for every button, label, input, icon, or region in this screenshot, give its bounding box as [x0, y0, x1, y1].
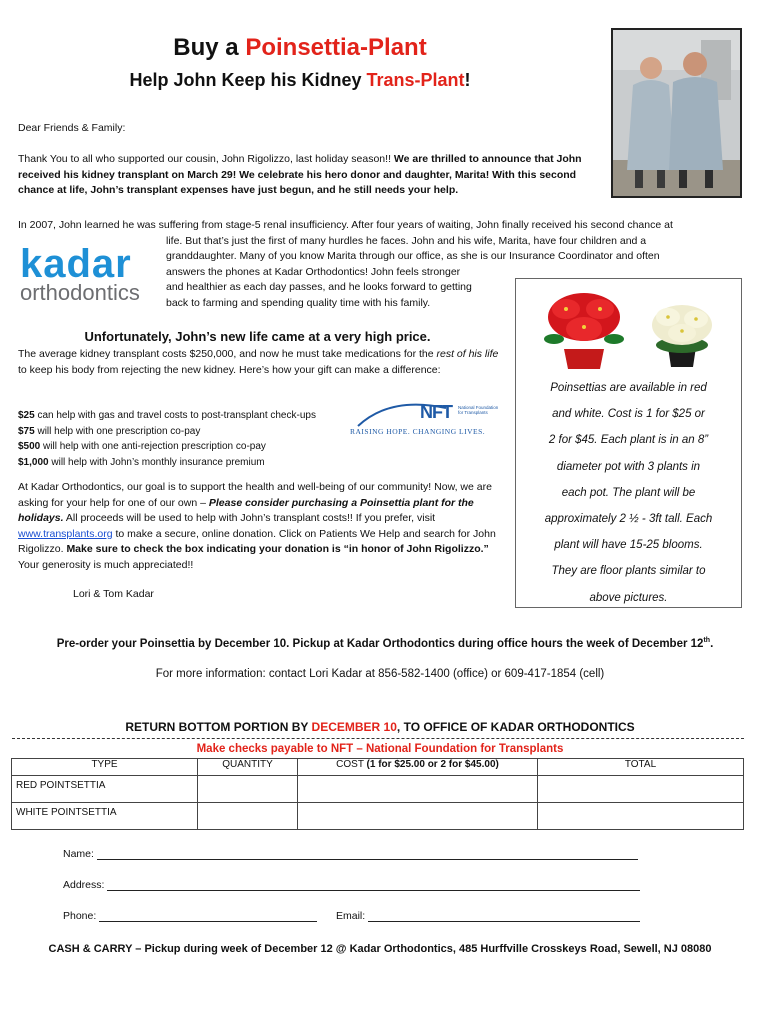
patient-photo-image: [613, 30, 740, 196]
kadar-orthodontics-logo: [20, 242, 160, 305]
list-item: $25 can help with gas and travel costs to post-transplant check-ups: [18, 410, 316, 421]
name-field-row: Name:: [63, 848, 638, 860]
greeting: Dear Friends & Family:: [18, 122, 126, 134]
poinsettia-info-text: Poinsettias are available in red and white. Cost is 1 for $25 or 2 for $45. Each plant is in an 8” diameter pot with 3 plants in each pot. The plant will be approximately 2 ½ - 3ft tall. Each plant will have 15-25 blooms. They are floor plants similar to above pictures.: [544, 382, 713, 604]
total-cell-white[interactable]: [538, 803, 744, 830]
order-table: [11, 758, 744, 830]
nft-letters: NFT: [420, 402, 452, 422]
appeal-paragraph: At Kadar Orthodontics, our goal is to support the health and well-being of our community! Now, we are asking for your help for one of our own – Please consider purchasing a Poinsettia plant for the holidays. All proceeds will be used to help with John’s transplant costs!! If you prefer, visit www.transplants.org to make a secure, online donation. Click on Patients We Help and search for John Rigolizzo. Make sure to check the box indicating your donation is “in honor of John Rigolizzo.” Your generosity is much appreciated!!: [18, 481, 496, 571]
nft-tagline: RAISING HOPE. CHANGING LIVES.: [350, 427, 486, 436]
address-field[interactable]: [107, 880, 640, 891]
page-subtitle: Help John Keep his Kidney Trans-Plant!: [129, 70, 471, 90]
header-quantity: QUANTITY: [198, 759, 298, 776]
header-total: TOTAL: [538, 759, 744, 776]
nft-small-text: National Foundation for Transplants: [458, 405, 499, 415]
list-item: $500 will help with one anti-rejection prescription co-pay: [18, 441, 266, 452]
white-poinsettia-image: [646, 297, 718, 369]
total-cell-red[interactable]: [538, 776, 744, 803]
cut-line: [12, 738, 744, 739]
story-paragraph: life. But that’s just the first of many hurdles he faces. John and his wife, Marita, have four children and a granddaughter. Many of you know Marita through our office, as she is our Insurance Coordinator and often answers the phones at Kadar Orthodontics! John feels stronger and healthier as each day passes, and he looks forward to getting back to farming and spending quality time with his family.: [166, 234, 660, 309]
table-row: [12, 803, 744, 830]
address-field-row: Address:: [63, 879, 640, 891]
quantity-cell-white[interactable]: [198, 803, 298, 830]
phone-field[interactable]: [99, 911, 317, 922]
story-first-line: In 2007, John learned he was suffering from stage-5 renal insufficiency. After four years of waiting, John finally received his second chance at: [18, 219, 673, 231]
phone-field-row: Phone:: [63, 910, 317, 922]
table-row: [12, 776, 744, 803]
quantity-cell-red[interactable]: [198, 776, 298, 803]
email-field[interactable]: [368, 911, 640, 922]
cost-paragraph: The average kidney transplant costs $250,000, and now he must take medications for the rest of his life to keep his body from rejecting the new kidney. Here’s how your gift can make a difference:: [18, 348, 499, 376]
patient-photo: [611, 28, 742, 198]
header-type: TYPE: [12, 759, 198, 776]
footer-notice: CASH & CARRY – Pickup during week of December 12 @ Kadar Orthodontics, 485 Hurffville Crosskeys Road, Sewell, NJ 08080: [48, 943, 712, 955]
nft-logo: [350, 400, 502, 446]
page-title: Buy a Poinsettia-Plant: [173, 34, 427, 61]
contact-info: For more information: contact Lori Kadar at 856-582-1400 (office) or 609-417-1854 (cell): [155, 668, 605, 680]
logo-orthodontics-text: orthodontics: [20, 280, 140, 305]
gift-list: [18, 408, 348, 470]
name-field[interactable]: [97, 849, 638, 860]
row-type-red: RED POINTSETTIA: [12, 776, 198, 803]
header-cost: COST (1 for $25.00 or 2 for $45.00): [298, 759, 538, 776]
signature: Lori & Tom Kadar: [73, 588, 154, 600]
intro-paragraph: Thank You to all who supported our cousin, John Rigolizzo, last holiday season!! We are thrilled to announce that John received his kidney transplant on March 29! We celebrate his hero donor and daughter, Marita! With this second chance at life, John’s transplant expenses have just begun, and he still needs your help.: [18, 153, 582, 196]
red-poinsettia-image: [542, 287, 626, 371]
email-field-row: Email:: [336, 910, 640, 922]
preorder-notice: Pre-order your Poinsettia by December 10. Pickup at Kadar Orthodontics during office hours the week of December 12th.: [56, 637, 714, 650]
cost-cell-white[interactable]: [298, 803, 538, 830]
list-item: $1,000 will help with John’s monthly insurance premium: [18, 456, 265, 468]
return-heading: RETURN BOTTOM PORTION BY DECEMBER 10, TO OFFICE OF KADAR ORTHODONTICS: [125, 720, 635, 734]
cost-cell-red[interactable]: [298, 776, 538, 803]
checks-payable: Make checks payable to NFT – National Foundation for Transplants: [196, 743, 564, 755]
table-header-row: [12, 759, 744, 776]
section-heading: Unfortunately, John’s new life came at a very high price.: [84, 329, 431, 344]
row-type-white: WHITE POINTSETTIA: [12, 803, 198, 830]
list-item: $75 will help with one prescription co-pay: [18, 425, 201, 437]
transplants-link[interactable]: www.transplants.org: [18, 527, 113, 540]
poinsettia-info-box: [515, 278, 742, 608]
logo-kadar-text: kadar: [20, 242, 132, 286]
